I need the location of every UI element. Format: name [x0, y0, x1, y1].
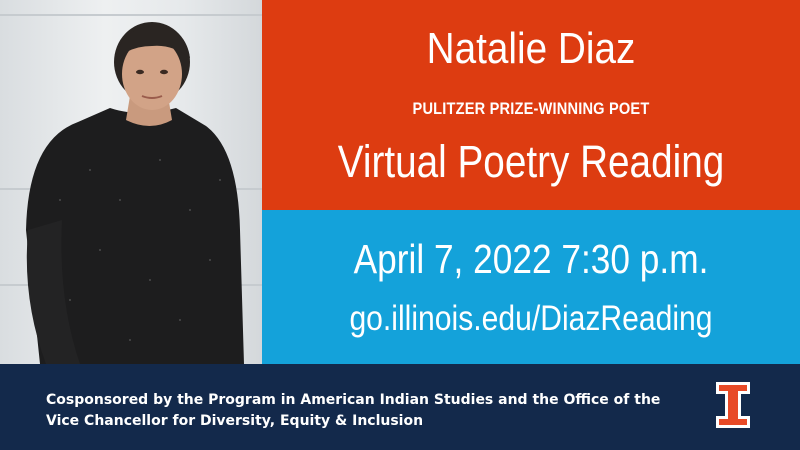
- event-datetime: April 7, 2022 7:30 p.m.: [353, 236, 709, 282]
- person-illustration: [0, 0, 262, 364]
- footer-credit: Cosponsored by the Program in American Indian Studies and the Office of the Vice Chancellor for Diversity, Equity & Inclusion: [46, 392, 661, 429]
- speaker-title: PULITZER PRIZE-WINNING POET: [412, 99, 650, 118]
- speaker-name: Natalie Diaz: [426, 24, 636, 73]
- details-panel: [262, 210, 800, 364]
- block-i-logo-icon: [716, 382, 750, 428]
- event-name: Virtual Poetry Reading: [337, 136, 725, 187]
- speaker-photo: [0, 0, 262, 364]
- event-url[interactable]: go.illinois.edu/DiazReading: [349, 299, 713, 338]
